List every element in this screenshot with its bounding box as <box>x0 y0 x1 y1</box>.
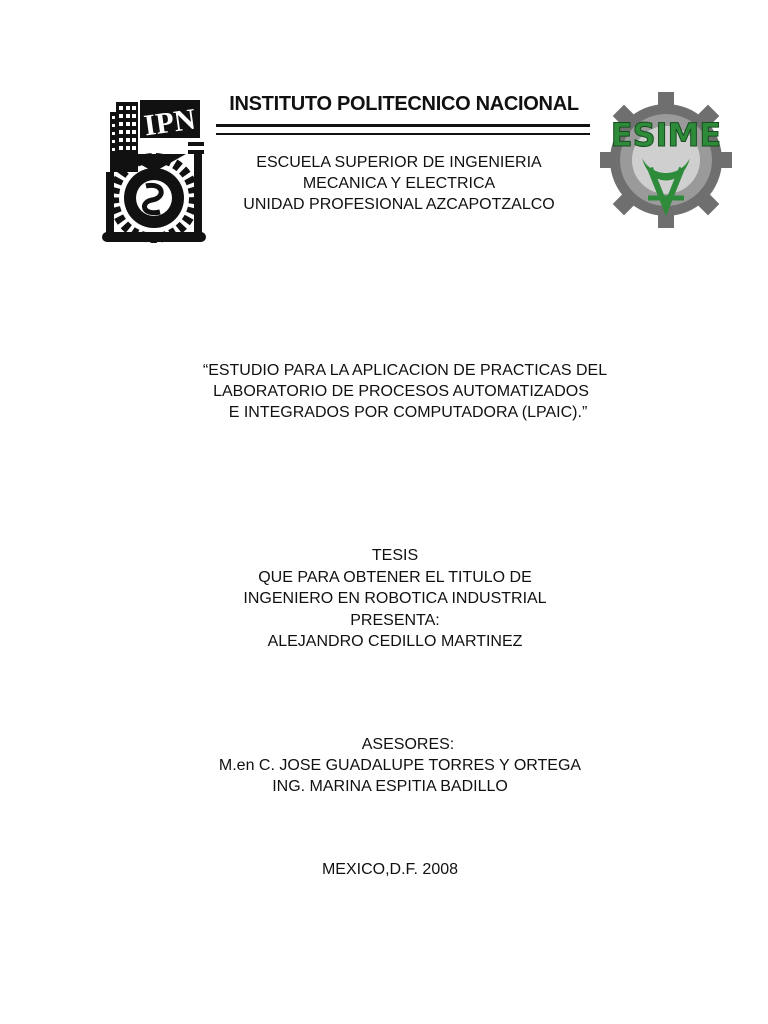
advisor-name: M.en C. JOSE GUADALUPE TORRES Y ORTEGA <box>218 757 582 774</box>
advisors-heading: ASESORES: <box>361 736 455 753</box>
header-rule-bottom <box>216 133 590 135</box>
thesis-line: PRESENTA: <box>350 611 440 629</box>
esime-logo <box>592 88 740 232</box>
institution-title: INSTITUTO POLITECNICO NACIONAL <box>229 93 579 115</box>
header-rule-top <box>216 124 590 127</box>
school-name <box>214 152 584 215</box>
thesis-line: TESIS <box>371 547 419 564</box>
school-line: UNIDAD PROFESIONAL AZCAPOTZALCO <box>243 196 555 213</box>
school-line: MECANICA Y ELECTRICA <box>302 175 496 192</box>
thesis-presentation <box>180 545 610 653</box>
author-name: ALEJANDRO CEDILLO MARTINEZ <box>267 633 523 650</box>
thesis-title-line: E INTEGRADOS POR COMPUTADORA (LPAIC).” <box>228 404 588 421</box>
thesis-title-line: LABORATORIO DE PROCESOS AUTOMATIZADOS <box>213 383 589 400</box>
esime-gear-icon <box>592 88 740 232</box>
ipn-logo <box>102 94 210 250</box>
advisors <box>150 734 650 797</box>
thesis-line: QUE PARA OBTENER EL TITULO DE <box>258 568 532 586</box>
thesis-title-line: “ESTUDIO PARA LA APLICACION DE PRACTICAS DEL <box>202 362 608 379</box>
thesis-title <box>140 360 670 423</box>
thesis-line: INGENIERO EN ROBOTICA INDUSTRIAL <box>243 590 547 607</box>
school-line: ESCUELA SUPERIOR DE INGENIERIA <box>256 154 542 171</box>
ipn-seal-icon <box>102 94 210 250</box>
svg-text:ESIME: ESIME <box>610 116 722 154</box>
place-date: MEXICO,D.F. 2008 <box>321 861 459 878</box>
advisor-name: ING. MARINA ESPITIA BADILLO <box>272 778 508 795</box>
svg-text:IPN: IPN <box>141 102 198 143</box>
